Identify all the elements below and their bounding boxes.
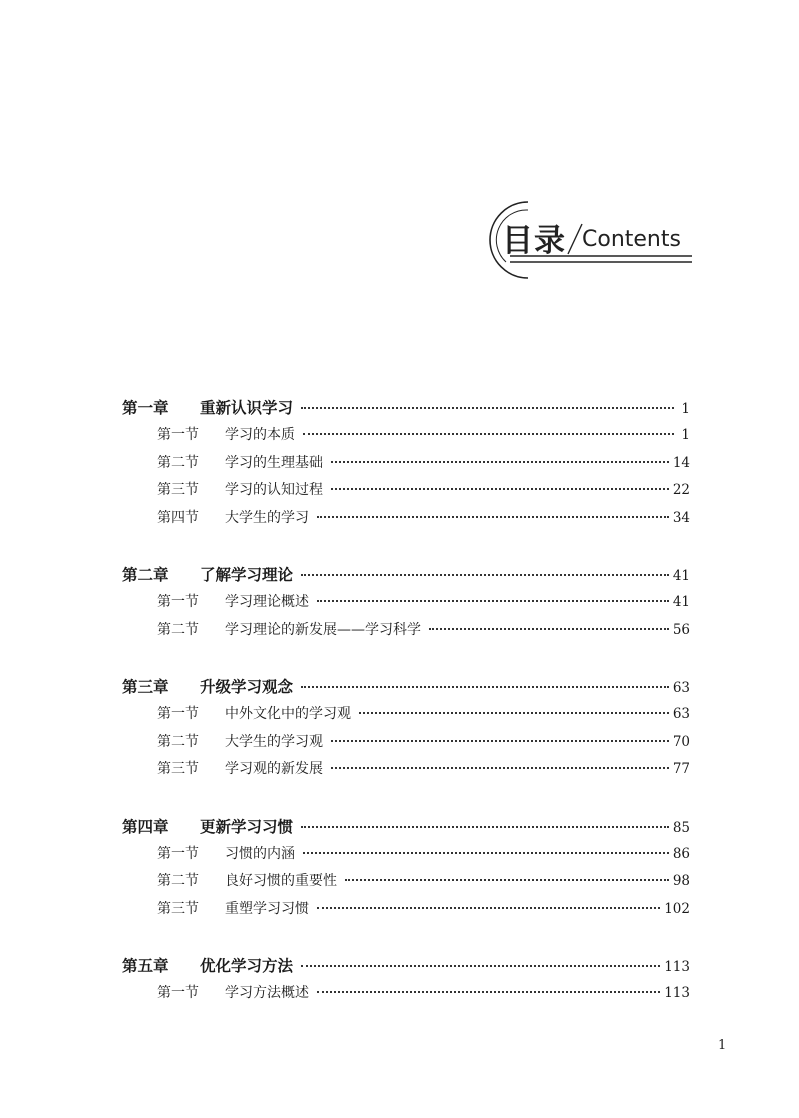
entry-number: 第三节 xyxy=(157,900,199,917)
leader-dots xyxy=(301,686,669,688)
leader-dots xyxy=(317,991,660,993)
toc-section-entry[interactable] xyxy=(122,424,690,452)
entry-page: 70 xyxy=(672,733,690,750)
toc-section-entry[interactable] xyxy=(122,731,690,759)
leader-dots xyxy=(303,852,669,854)
toc-chapter-entry[interactable] xyxy=(122,954,690,982)
entry-page: 113 xyxy=(664,985,690,1001)
entry-number: 第二节 xyxy=(157,873,199,889)
toc-title-en: Contents xyxy=(582,227,681,252)
toc-section-entry[interactable] xyxy=(122,479,690,507)
entry-title: 中外文化中的学习观 xyxy=(225,706,351,722)
entry-number: 第一节 xyxy=(157,594,199,610)
toc-chapter xyxy=(122,815,690,926)
toc-header-emblem xyxy=(484,196,694,286)
entry-title: 学习的本质 xyxy=(225,427,295,443)
entry-page: 86 xyxy=(672,845,690,862)
entry-number: 第二章 xyxy=(122,566,169,584)
toc-section-entry[interactable] xyxy=(122,843,690,871)
leader-dots xyxy=(301,574,669,576)
leader-dots xyxy=(317,516,669,518)
entry-page: 14 xyxy=(672,454,690,471)
leader-dots xyxy=(301,826,669,828)
entry-title: 优化学习方法 xyxy=(200,957,294,975)
entry-number: 第一节 xyxy=(157,706,199,722)
leader-dots xyxy=(331,488,669,490)
entry-title: 学习观的新发展 xyxy=(225,761,323,777)
leader-dots xyxy=(301,407,674,409)
entry-page: 22 xyxy=(672,482,690,498)
toc-section-entry[interactable] xyxy=(122,507,690,535)
entry-page: 102 xyxy=(664,900,690,917)
entry-page: 56 xyxy=(672,621,690,638)
toc-section-entry[interactable] xyxy=(122,703,690,731)
entry-title: 良好习惯的重要性 xyxy=(225,873,337,889)
entry-number: 第二节 xyxy=(157,733,199,750)
entry-title: 学习的生理基础 xyxy=(225,454,323,471)
entry-number: 第三章 xyxy=(122,678,169,696)
entry-number: 第一节 xyxy=(157,845,199,862)
entry-number: 第四章 xyxy=(122,817,169,836)
entry-number: 第一节 xyxy=(157,985,199,1001)
leader-dots xyxy=(331,461,669,463)
toc-section-entry[interactable] xyxy=(122,619,690,647)
toc-chapter xyxy=(122,675,690,786)
entry-number: 第三节 xyxy=(157,761,199,777)
entry-number: 第二节 xyxy=(157,454,199,471)
entry-number: 第一节 xyxy=(157,427,199,443)
toc-section-entry[interactable] xyxy=(122,870,690,898)
entry-page: 1 xyxy=(681,427,690,443)
toc-chapter xyxy=(122,396,690,534)
entry-page: 85 xyxy=(672,819,690,836)
toc-section-entry[interactable] xyxy=(122,758,690,786)
toc-chapter xyxy=(122,563,690,646)
entry-title: 更新学习习惯 xyxy=(200,817,294,836)
entry-number: 第一章 xyxy=(122,399,169,417)
entry-title: 学习理论的新发展——学习科学 xyxy=(225,621,421,638)
entry-title: 了解学习理论 xyxy=(200,566,294,584)
entry-title: 学习的认知过程 xyxy=(225,482,323,498)
entry-number: 第三节 xyxy=(157,482,199,498)
entry-title: 学习方法概述 xyxy=(225,985,309,1001)
entry-page: 63 xyxy=(672,680,690,696)
entry-number: 第四节 xyxy=(157,509,199,526)
entry-title: 重新认识学习 xyxy=(200,399,294,417)
entry-title: 升级学习观念 xyxy=(200,678,294,696)
toc-chapter-entry[interactable] xyxy=(122,815,690,843)
toc-section-entry[interactable] xyxy=(122,452,690,480)
leader-dots xyxy=(331,740,669,742)
entry-title: 大学生的学习 xyxy=(225,509,309,526)
entry-number: 第二节 xyxy=(157,621,199,638)
leader-dots xyxy=(345,879,669,881)
toc-chapter-entry[interactable] xyxy=(122,563,690,591)
toc-chapter xyxy=(122,954,690,1010)
page-number: 1 xyxy=(718,1038,727,1053)
entry-title: 习惯的内涵 xyxy=(225,845,295,862)
entry-title: 重塑学习习惯 xyxy=(225,900,309,917)
toc-chapter-entry[interactable] xyxy=(122,675,690,703)
leader-dots xyxy=(317,600,669,602)
leader-dots xyxy=(303,433,674,435)
leader-dots xyxy=(331,767,669,769)
entry-title: 学习理论概述 xyxy=(225,594,309,610)
toc-section-entry[interactable] xyxy=(122,982,690,1010)
entry-page: 98 xyxy=(672,873,690,889)
toc-title-cn: 目录 xyxy=(502,223,566,259)
entry-page: 41 xyxy=(672,568,690,584)
leader-dots xyxy=(429,628,669,630)
entry-number: 第五章 xyxy=(122,957,169,975)
toc-section-entry[interactable] xyxy=(122,898,690,926)
leader-dots xyxy=(317,907,660,909)
table-of-contents xyxy=(122,396,690,1039)
leader-dots xyxy=(359,712,669,714)
entry-page: 1 xyxy=(681,401,690,417)
entry-page: 41 xyxy=(672,594,690,610)
entry-page: 77 xyxy=(672,761,690,777)
toc-section-entry[interactable] xyxy=(122,591,690,619)
leader-dots xyxy=(301,965,660,967)
entry-page: 34 xyxy=(672,509,690,526)
toc-chapter-entry[interactable] xyxy=(122,396,690,424)
entry-page: 63 xyxy=(672,706,690,722)
entry-page: 113 xyxy=(664,959,690,975)
entry-title: 大学生的学习观 xyxy=(225,733,323,750)
